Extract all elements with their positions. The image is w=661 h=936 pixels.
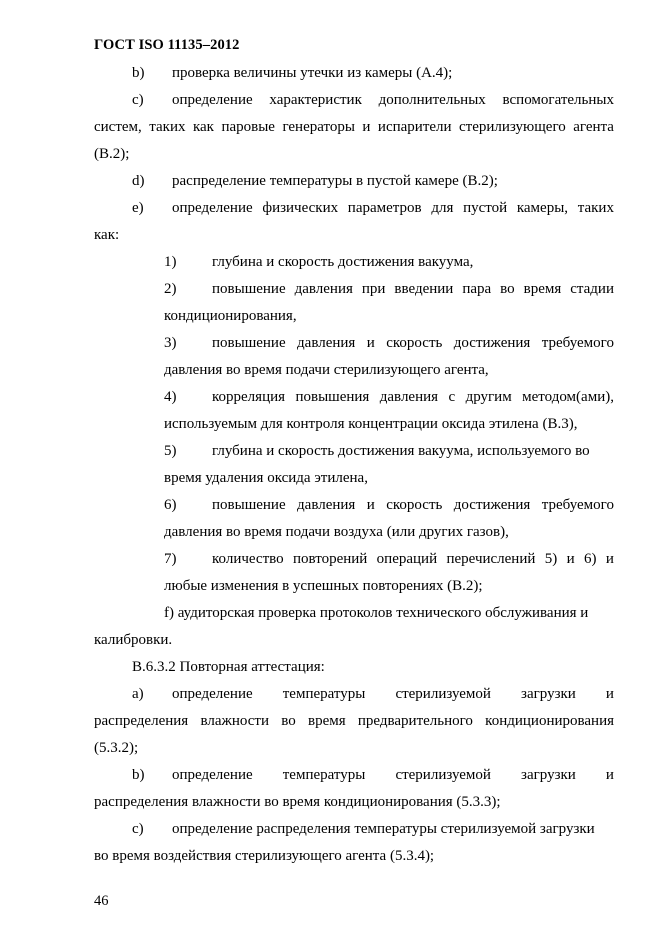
word: операций [376,551,438,567]
subitem-text-6-line2: давления во время подачи воздуха (или других газов), [164,524,509,540]
word: корреляция [212,389,286,405]
word: загрузки [521,767,576,783]
item-label-c: c) [132,92,144,108]
word: скорость [386,335,443,351]
word: во [281,713,296,729]
word: систем, [94,119,142,135]
word: и [366,497,375,513]
word: время [307,713,346,729]
word: и [605,686,614,702]
word: и [605,767,614,783]
word: стадии [570,281,614,297]
word: введении [394,281,454,297]
word: 6) [584,551,597,567]
requal-text-b-line2: распределения влажности во время кондиционирования (5.3.3); [94,794,501,810]
requal-text-c-line2: во время воздействия стерилизующего агента (5.3.4); [94,848,435,864]
word: температуры [282,686,366,702]
word: и [566,551,575,567]
word: время [523,281,562,297]
item-label-e: e) [132,200,144,216]
word: испарители [377,119,452,135]
subitem-text-6-line1 [212,496,614,514]
subitem-text-3-line2: давления во время подачи стерилизующего агента, [164,362,489,378]
word: и [605,551,614,567]
document-header: ГОСТ ISO 11135–2012 [94,37,240,53]
subitem-label-2: 2) [164,281,177,297]
word: для [431,200,454,216]
word: вспомогательных [502,92,614,108]
word: во [500,281,515,297]
word: требуемого [541,335,614,351]
word: 5) [544,551,558,567]
page-number: 46 [94,893,109,909]
word: предварительного [357,713,473,729]
subitem-label-7: 7) [164,551,177,567]
word: давления [297,335,356,351]
word: повышение [212,497,286,513]
word: генераторы [282,119,355,135]
word: камеры, [516,200,569,216]
requal-label-a: a) [132,686,144,702]
word: стерилизуемой [395,767,491,783]
word: достижения [453,497,531,513]
subitem-label-4: 4) [164,389,177,405]
subitem-text-4-line2: используемым для контроля концентрации оксида этилена (В.3), [164,416,578,432]
item-label-d: d) [132,173,145,189]
word: с [448,389,456,405]
word: физических [262,200,339,216]
subitem-text-5-line2: время удаления оксида этилена, [164,470,368,486]
word: загрузки [521,686,576,702]
word: давления [297,497,356,513]
item-text-e-line2: как: [94,227,120,243]
word: и [362,119,371,135]
word: другим [465,389,512,405]
word: таких [149,119,186,135]
word: определение [172,686,253,702]
word: требуемого [541,497,614,513]
word: влажности [200,713,269,729]
word: давления [294,281,353,297]
requal-text-c-line1: определение распределения температуры стерилизуемой загрузки [172,821,595,837]
item-text-d: распределение температуры в пустой камере (В.2); [172,173,498,189]
item-text-c-line3: (В.2); [94,146,130,162]
word: как [192,119,214,135]
word: достижения [453,335,531,351]
word: стерилизуемой [395,686,491,702]
word: стерилизующего [459,119,566,135]
word: определение [172,92,253,108]
subitem-text-4-line1 [212,388,614,406]
word: давления [379,389,439,405]
word: дополнительных [378,92,486,108]
word: пустой [463,200,508,216]
section-heading: В.6.3.2 Повторная аттестация: [132,659,325,675]
word: перечислений [446,551,536,567]
requal-text-a-line1 [172,685,614,703]
subitem-text-5-line1: глубина и скорость достижения вакуума, используемого во [212,443,590,459]
word: определение [172,200,253,216]
word: пара [462,281,492,297]
subitem-label-6: 6) [164,497,177,513]
subitem-text-7-line1 [212,550,614,568]
item-text-c-line2 [94,118,614,136]
subitem-text-7-line2: любые изменения в успешных повторениях (В.2); [164,578,483,594]
word: распределения [94,713,189,729]
subitem-label-3: 3) [164,335,177,351]
word: повторений [292,551,368,567]
requal-text-a-line3: (5.3.2); [94,740,139,756]
subitem-label-5: 5) [164,443,177,459]
word: определение [172,767,253,783]
word: и [366,335,375,351]
word: агента [573,119,614,135]
item-label-b: b) [132,65,145,81]
audit-text-line2: калибровки. [94,632,173,648]
word: повышение [212,335,286,351]
audit-text-line1: f) аудиторская проверка протоколов технического обслуживания и [164,605,589,621]
word: характеристик [269,92,362,108]
requal-text-a-line2 [94,712,614,730]
word: температуры [282,767,366,783]
word: паровые [221,119,275,135]
word: скорость [386,497,443,513]
item-text-c-line1 [172,91,614,109]
subitem-text-1: глубина и скорость достижения вакуума, [212,254,474,270]
subitem-text-2-line1 [212,280,614,298]
subitem-text-2-line2: кондиционирования, [164,308,297,324]
item-text-e-line1 [172,199,614,217]
word: методом(ами), [522,389,614,405]
word: повышение [212,281,286,297]
subitem-text-3-line1 [212,334,614,352]
word: количество [212,551,284,567]
word: кондиционирования [485,713,614,729]
subitem-label-1: 1) [164,254,177,270]
word: таких [577,200,614,216]
requal-label-c: c) [132,821,144,837]
requal-text-b-line1 [172,766,614,784]
word: параметров [347,200,422,216]
word: при [361,281,386,297]
requal-label-b: b) [132,767,145,783]
word: повышения [295,389,370,405]
item-text-b: проверка величины утечки из камеры (А.4); [172,65,453,81]
